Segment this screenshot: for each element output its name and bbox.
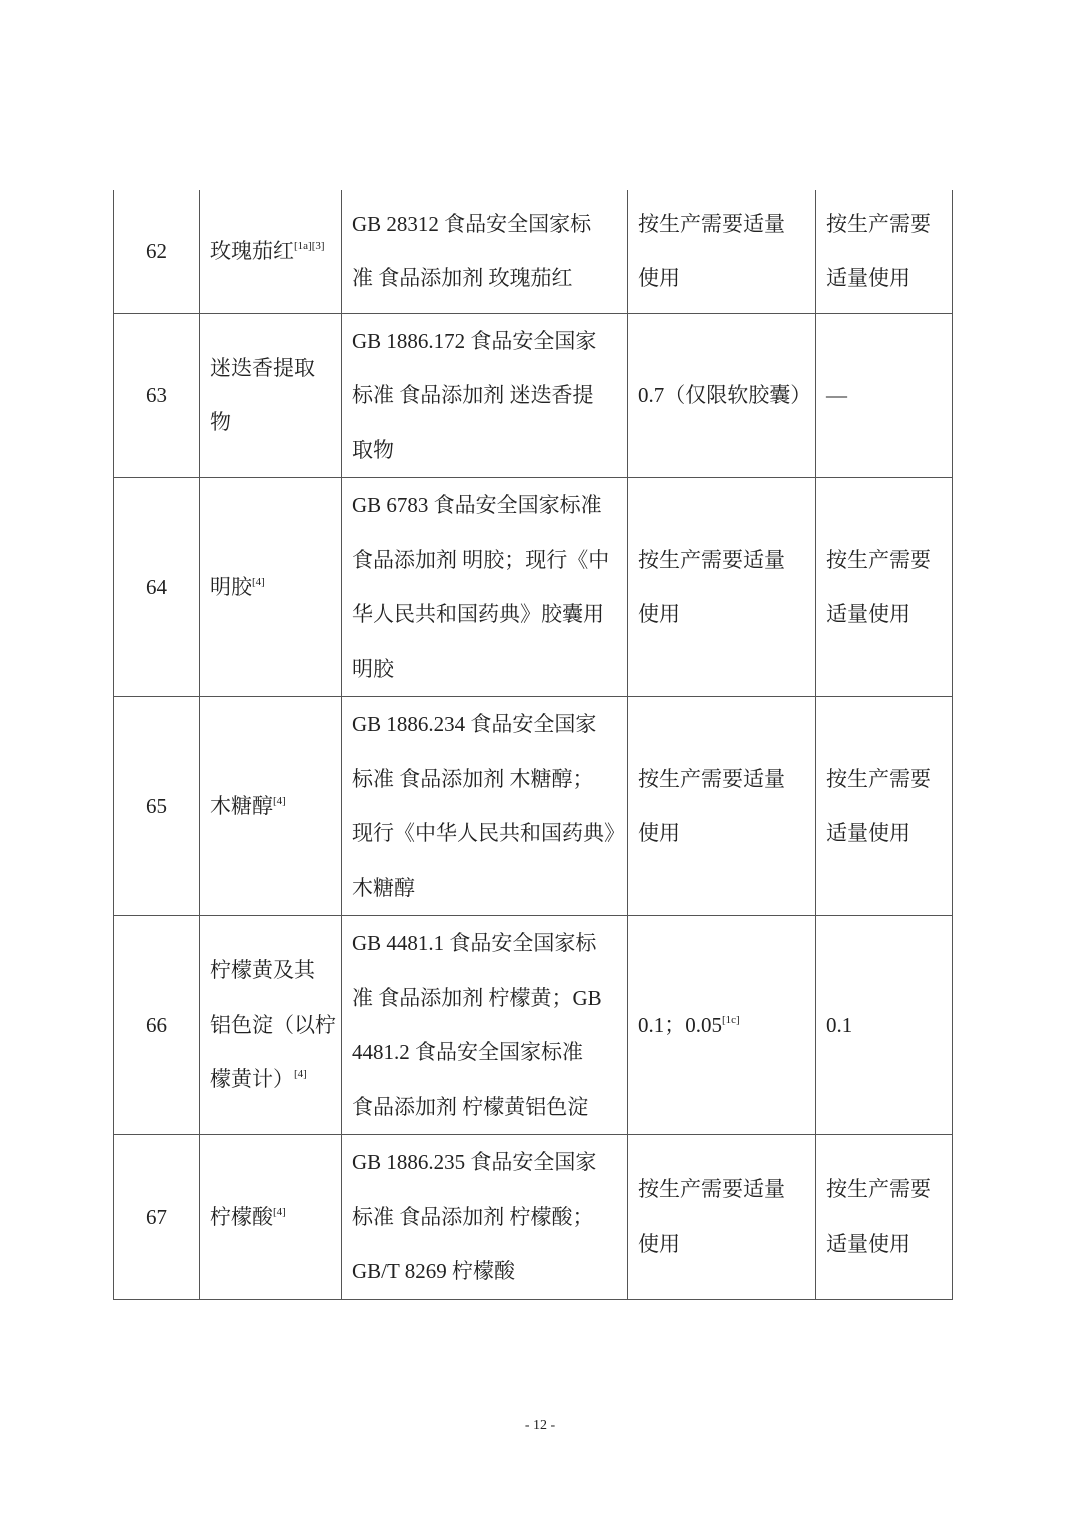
cell-standard: [342, 916, 628, 1135]
footnote-ref: [1c]: [722, 1013, 740, 1026]
cell-text: GB 4481.1 食品安全国家标: [352, 931, 597, 955]
cell-text: 按生产需要适量: [638, 766, 785, 791]
cell-line: [352, 861, 627, 916]
cell-text: 食品添加剂 明胶；现行《中: [352, 547, 610, 572]
cell-number: 66: [114, 916, 200, 1135]
table-row: [114, 313, 953, 478]
cell-line: [826, 533, 952, 588]
cell-text: 适量使用: [826, 1231, 910, 1256]
cell-limit-b: [816, 190, 953, 313]
cell-text: 现行《中华人民共和国药典》: [352, 821, 625, 845]
cell-number: 65: [114, 697, 200, 916]
cell-text: GB 1886.172 食品安全国家: [352, 328, 597, 353]
cell-line: [352, 1244, 627, 1299]
cell-line: [352, 314, 627, 369]
cell-number: 64: [114, 478, 200, 697]
cell-text: 0.1；0.05: [638, 1012, 722, 1037]
cell-line: [352, 1135, 627, 1190]
cell-text: 准 食品添加剂 柠檬黄；GB: [352, 985, 602, 1010]
cell-line: [826, 368, 952, 423]
cell-limit-a: [628, 697, 816, 916]
cell-text: 明胶: [352, 656, 394, 681]
cell-line: [826, 752, 952, 807]
cell-text: 按生产需要适量: [638, 547, 785, 572]
cell-line: [210, 998, 341, 1053]
cell-line: [826, 998, 952, 1053]
cell-line: [352, 197, 627, 252]
cell-name: [200, 478, 342, 697]
cell-line: [352, 916, 627, 971]
cell-line: [210, 560, 341, 615]
cell-line: [826, 806, 952, 861]
cell-text: 玫瑰茄红: [210, 239, 294, 263]
cell-line: [826, 1162, 952, 1217]
cell-text: 0.1: [826, 1012, 853, 1037]
cell-standard: [342, 1135, 628, 1300]
cell-text: 适量使用: [826, 602, 910, 626]
cell-line: [352, 971, 627, 1026]
table-row: [114, 916, 953, 1135]
cell-line: [210, 1052, 341, 1107]
cell-text: GB 1886.235 食品安全国家: [352, 1150, 597, 1174]
cell-number: 63: [114, 313, 200, 478]
cell-text: 木糖醇: [352, 875, 415, 900]
cell-name: [200, 313, 342, 478]
cell-line: [352, 368, 627, 423]
cell-text: 按生产需要: [826, 547, 931, 572]
cell-line: [638, 1162, 815, 1217]
table-row: [114, 697, 953, 916]
cell-text: 食品添加剂 柠檬黄铝色淀: [352, 1094, 589, 1119]
footnote-ref: [4]: [273, 1205, 286, 1218]
footnote-ref: [4]: [294, 1068, 307, 1081]
page-number: - 12 -: [524, 1418, 556, 1433]
cell-line: [352, 587, 627, 642]
table-row: [114, 478, 953, 697]
cell-limit-b: [816, 313, 953, 478]
cell-text: 华人民共和国药典》胶囊用: [352, 602, 604, 626]
cell-limit-a: [628, 478, 816, 697]
cell-text: 标准 食品添加剂 柠檬酸；: [352, 1204, 594, 1229]
cell-line: [638, 251, 815, 306]
cell-text: 使用: [638, 266, 680, 291]
cell-line: [352, 806, 627, 861]
cell-text: 按生产需要: [826, 1177, 931, 1202]
cell-text: 取物: [352, 437, 394, 462]
cell-text: 明胶: [210, 574, 252, 599]
additive-table: [113, 190, 953, 1300]
cell-text: GB/T 8269 柠檬酸: [352, 1259, 515, 1283]
cell-limit-a: [628, 916, 816, 1135]
table-row: [114, 1135, 953, 1300]
cell-line: [352, 251, 627, 306]
cell-line: [210, 943, 341, 998]
cell-line: [352, 533, 627, 588]
cell-limit-a: [628, 1135, 816, 1300]
cell-line: [826, 251, 952, 306]
cell-text: 使用: [638, 1231, 680, 1256]
cell-line: [352, 752, 627, 807]
cell-text: 柠檬酸: [210, 1204, 273, 1229]
cell-line: [826, 1217, 952, 1272]
cell-name: [200, 1135, 342, 1300]
cell-standard: [342, 478, 628, 697]
cell-text: 适量使用: [826, 821, 910, 845]
cell-text: 按生产需要: [826, 211, 931, 236]
cell-line: [210, 1190, 341, 1245]
cell-line: [352, 478, 627, 533]
cell-line: [210, 224, 341, 279]
cell-text: 木糖醇: [210, 793, 273, 818]
cell-text: 标准 食品添加剂 木糖醇；: [352, 766, 594, 791]
cell-text: 0.7（仅限软胶囊）: [638, 383, 812, 407]
footnote-ref: [4]: [252, 575, 265, 588]
cell-text: 使用: [638, 821, 680, 845]
cell-text: 按生产需要: [826, 766, 931, 791]
cell-limit-b: [816, 478, 953, 697]
cell-text: 标准 食品添加剂 迷迭香提: [352, 383, 594, 407]
footnote-ref: [1a][3]: [294, 240, 325, 252]
cell-limit-b: [816, 697, 953, 916]
cell-line: [352, 423, 627, 478]
cell-text: 铝色淀（以柠: [210, 1012, 336, 1037]
cell-line: [352, 1025, 627, 1080]
cell-line: [352, 1080, 627, 1135]
cell-standard: [342, 697, 628, 916]
cell-number: 62: [114, 190, 200, 313]
cell-text: 檬黄计）: [210, 1067, 294, 1092]
cell-text: GB 28312 食品安全国家标: [352, 211, 592, 236]
cell-text: 柠檬黄及其: [210, 958, 315, 983]
cell-text: 迷迭香提取: [210, 355, 315, 380]
footnote-ref: [4]: [273, 794, 286, 807]
cell-line: [638, 368, 815, 423]
cell-text: 使用: [638, 602, 680, 626]
cell-line: [638, 752, 815, 807]
cell-line: [210, 395, 341, 450]
cell-line: [352, 642, 627, 697]
cell-line: [210, 779, 341, 834]
cell-number: 67: [114, 1135, 200, 1300]
table-row: [114, 190, 953, 313]
cell-text: GB 6783 食品安全国家标准: [352, 493, 602, 517]
cell-limit-b: [816, 916, 953, 1135]
cell-line: [638, 998, 815, 1053]
cell-name: [200, 916, 342, 1135]
cell-text: 适量使用: [826, 266, 910, 291]
cell-text: 按生产需要适量: [638, 1177, 785, 1202]
cell-text: —: [826, 383, 847, 407]
cell-line: [352, 697, 627, 752]
cell-text: 准 食品添加剂 玫瑰茄红: [352, 266, 573, 291]
cell-limit-b: [816, 1135, 953, 1300]
cell-line: [638, 587, 815, 642]
cell-standard: [342, 190, 628, 313]
cell-name: [200, 190, 342, 313]
cell-line: [638, 1217, 815, 1272]
cell-line: [638, 197, 815, 252]
cell-text: 物: [210, 410, 231, 435]
cell-text: GB 1886.234 食品安全国家: [352, 712, 597, 736]
cell-line: [826, 197, 952, 252]
cell-line: [210, 341, 341, 396]
cell-text: 4481.2 食品安全国家标准: [352, 1040, 583, 1064]
cell-name: [200, 697, 342, 916]
cell-limit-a: [628, 190, 816, 313]
cell-line: [638, 533, 815, 588]
cell-limit-a: [628, 313, 816, 478]
cell-line: [638, 806, 815, 861]
cell-text: 按生产需要适量: [638, 211, 785, 236]
cell-line: [352, 1190, 627, 1245]
cell-standard: [342, 313, 628, 478]
cell-line: [826, 587, 952, 642]
